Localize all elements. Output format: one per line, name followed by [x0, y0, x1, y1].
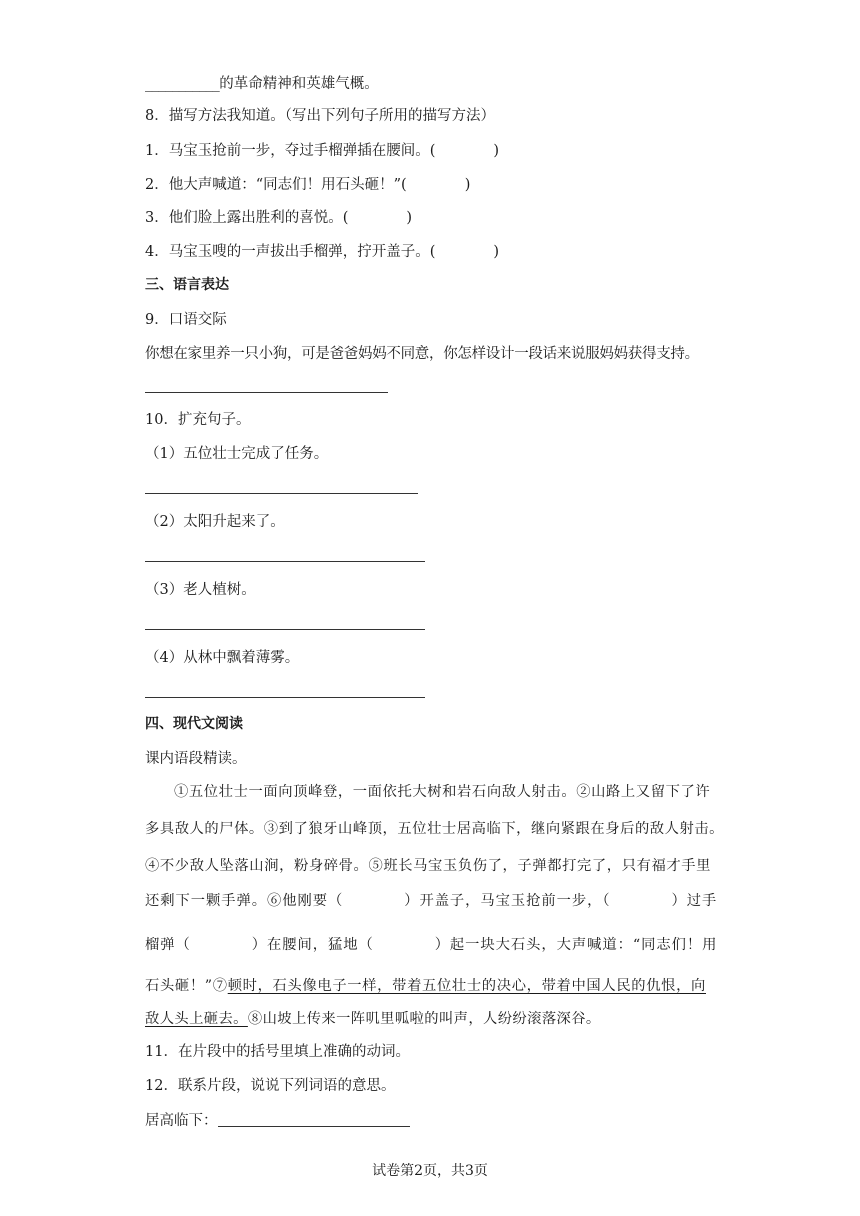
q8-item-4: 4．马宝玉嗖的一声拔出手榴弹，拧开盖子。( )	[145, 244, 500, 260]
q12-answer-line[interactable]	[218, 1126, 410, 1127]
q10-answer-line-2[interactable]	[145, 561, 425, 562]
q10-item-3: （3）老人植树。	[145, 582, 256, 598]
q8-item-2: 2．他大声喊道：“同志们！用石头砸！”( )	[145, 177, 471, 193]
passage-line-4: 还剩下一颗手弹。⑥他刚要（ ）开盖子，马宝玉抢前一步，（ ）过手	[145, 893, 718, 909]
passage-line-3: ④不少敌人坠落山涧，粉身碎骨。⑤班长马宝玉负伤了，子弹都打完了，只有福才手里	[145, 858, 712, 874]
q8-item-3: 3．他们脸上露出胜利的喜悦。( )	[145, 210, 413, 226]
underlined-sentence-part-2: 敌人头上砸去。	[145, 1011, 248, 1027]
passage-line-7	[145, 1009, 720, 1029]
section-4-title: 四、现代文阅读	[145, 716, 243, 732]
q10-answer-line-1[interactable]	[145, 493, 418, 494]
top-line	[145, 74, 379, 94]
q12-term: 居高临下：	[145, 1113, 218, 1129]
passage-line-2: 多具敌人的尸体。③到了狼牙山峰顶，五位壮士居高临下，继向紧跟在身后的敌人射击。	[145, 821, 725, 837]
reading-intro: 课内语段精读。	[145, 751, 247, 767]
answer-blank[interactable]: ___________	[145, 76, 220, 92]
top-line-text: 的革命精神和英雄气概。	[219, 76, 379, 92]
q9-prompt: 你想在家里养一只小狗，可是爸爸妈妈不同意，你怎样设计一段话来说服妈妈获得支持。	[145, 346, 699, 362]
passage-line-7-end: ⑧山坡上传来一阵叽里呱啦的叫声，人纷纷滚落深谷。	[247, 1011, 601, 1027]
q10-answer-line-4[interactable]	[145, 697, 425, 698]
underlined-sentence-part-1: 顿时，石头像电子一样，带着五位壮士的决心，带着中国人民的仇恨，向	[227, 978, 706, 994]
q10-item-2: （2）太阳升起来了。	[145, 514, 285, 530]
q11-title: 11．在片段中的括号里填上准确的动词。	[145, 1044, 410, 1060]
q10-title: 10．扩充句子。	[145, 412, 251, 428]
passage-line-5: 榴弹（ ）在腰间，猛地（ ）起一块大石头，大声喊道：“同志们！用	[145, 937, 718, 953]
q9-answer-line[interactable]	[145, 392, 388, 393]
q10-answer-line-3[interactable]	[145, 629, 425, 630]
q10-item-4: （4）从林中飘着薄雾。	[145, 650, 300, 666]
q12-title: 12．联系片段，说说下列词语的意思。	[145, 1078, 396, 1094]
passage-line-6	[145, 976, 720, 996]
passage-line-6-start: 石头砸！”⑦	[145, 978, 228, 994]
passage-line-1: ①五位壮士一面向顶峰登，一面依托大树和岩石向敌人射击。②山路上又留下了许	[174, 784, 711, 800]
page-footer: 试卷第2页，共3页	[372, 1163, 488, 1179]
q10-item-1: （1）五位壮士完成了任务。	[145, 446, 329, 462]
section-3-title: 三、语言表达	[145, 277, 229, 293]
q9-title: 9．口语交际	[145, 312, 227, 328]
q8-item-1: 1．马宝玉抢前一步，夺过手榴弹插在腰间。( )	[145, 143, 500, 159]
q8-title: 8．描写方法我知道。（写出下列句子所用的描写方法）	[145, 108, 495, 124]
